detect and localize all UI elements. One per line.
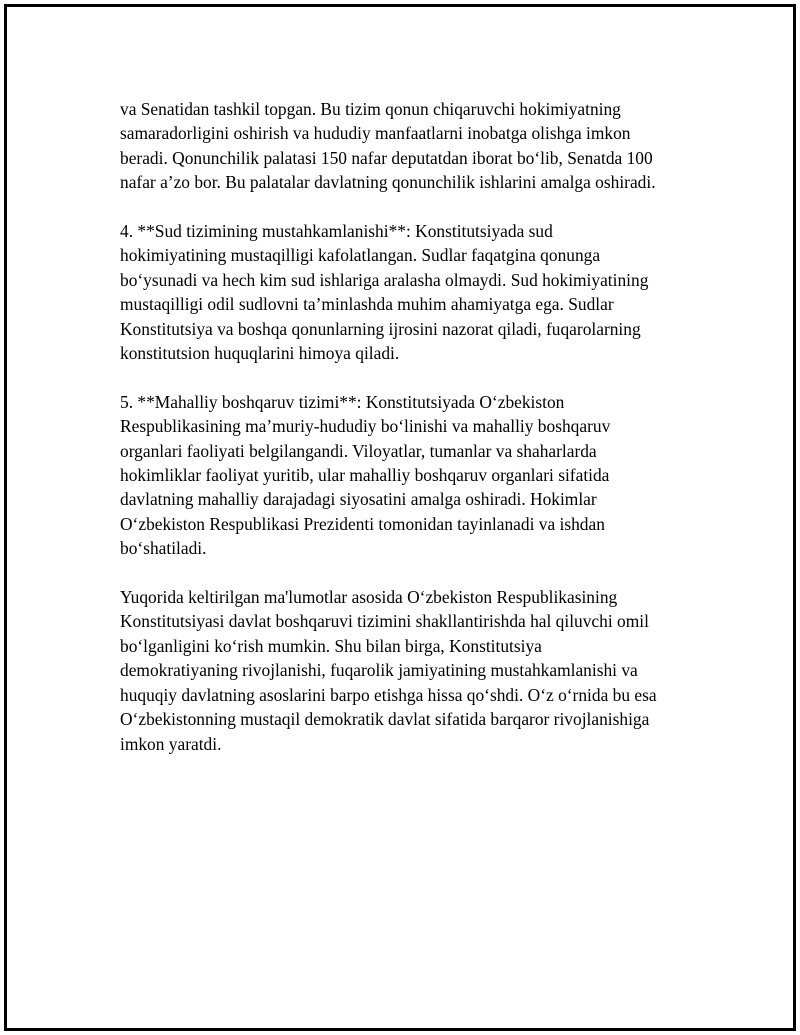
paragraph-conclusion: Yuqorida keltirilgan ma'lumotlar asosida Oʻzbekiston Respublikasining Konstitutsiyasi davlat boshqaruvi tizimini shakllantirishda hal qiluvchi omil boʻlganligini koʻrish mumkin. Shu bilan birga, Konstitutsiya demokratiyaning rivojlanishi, fuqarolik jamiyatining mustahkamlanishi va huquqiy davlatning asoslarini barpo etishga hissa qoʻshdi. Oʻz oʻrnida bu esa Oʻzbekistonning mustaqil demokratik davlat sifatida barqaror rivojlanishiga imkon yaratdi. [120,587,657,754]
document-page [4,4,796,1031]
document-body [120,97,710,780]
paragraph-parliament: va Senatidan tashkil topgan. Bu tizim qonun chiqaruvchi hokimiyatning samaradorligini oshirish va hududiy manfaatlarni inobatga olishga imkon beradi. Qonunchilik palatasi 150 nafar deputatdan iborat boʻlib, Senatda 100 nafar a’zo bor. Bu palatalar davlatning qonunchilik ishlarini amalga oshiradi. [120,99,656,193]
paragraph-local-government: 5. **Mahalliy boshqaruv tizimi**: Konstitutsiyada Oʻzbekiston Respublikasining ma’muriy-hududiy boʻlinishi va mahalliy boshqaruv organlari faoliyati belgilangandi. Viloyatlar, tumanlar va shaharlarda hokimliklar faoliyat yuritib, ular mahalliy boshqaruv organlari sifatida davlatning mahalliy darajadagi siyosatini amalga oshiradi. Hokimlar Oʻzbekiston Respublikasi Prezidenti tomonidan tayinlanadi va ishdan boʻshatiladi. [120,391,611,559]
paragraph-judicial-system: 4. **Sud tizimining mustahkamlanishi**: Konstitutsiyada sud hokimiyatining mustaqilligi kafolatlangan. Sudlar faqatgina qonunga boʻysunadi va hech kim sud ishlariga aralasha olmaydi. Sud hokimiyatining mustaqilligi odil sudlovni ta’minlashda muhim ahamiyatga ega. Sudlar Konstitutsiya va boshqa qonunlarning ijrosini nazorat qiladi, fuqarolarning konstitutsion huquqlarini himoya qiladi. [120,221,649,364]
